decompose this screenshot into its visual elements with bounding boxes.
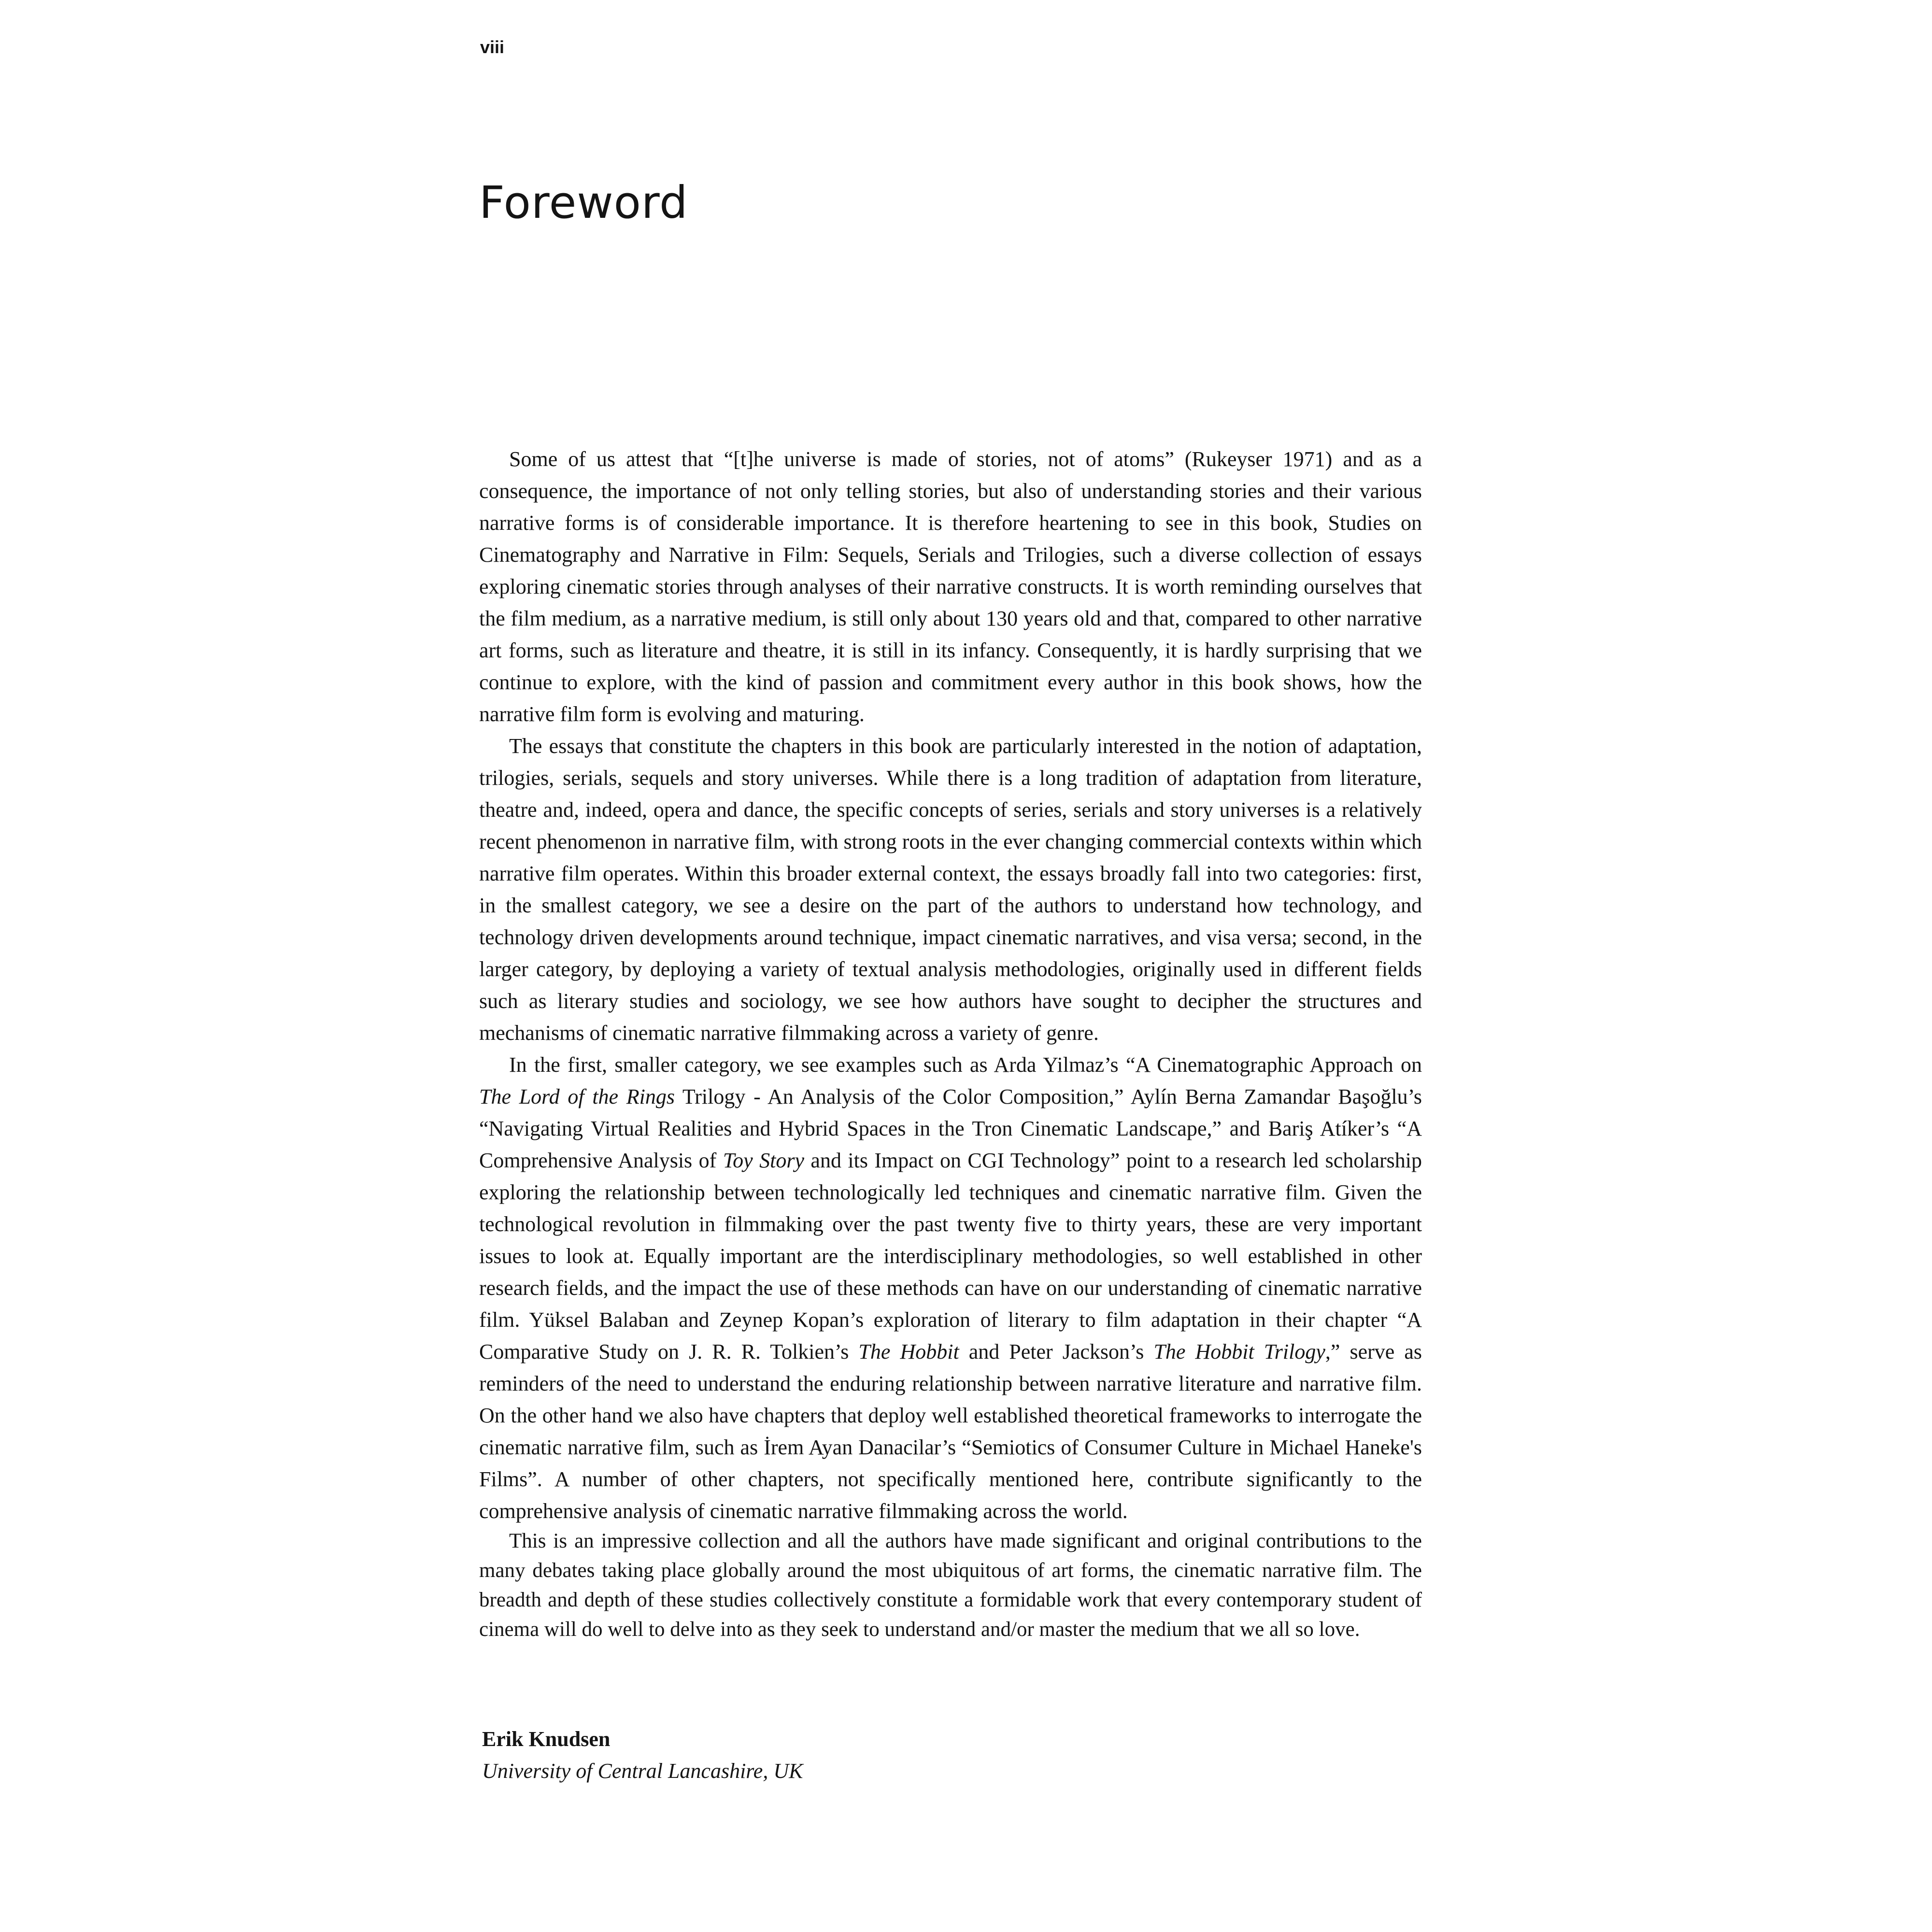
film-title-hobbit-trilogy: The Hobbit Trilogy [1153, 1340, 1325, 1364]
page-number: viii [480, 37, 505, 57]
book-title-the-hobbit: The Hobbit [858, 1340, 959, 1364]
chapter-title: Foreword [479, 177, 688, 228]
film-title-toy-story: Toy Story [723, 1149, 804, 1172]
author-name: Erik Knudsen [482, 1727, 611, 1751]
paragraph-3 [479, 1049, 1422, 1527]
signature-block [482, 1723, 803, 1787]
paragraph-3-text: In the first, smaller category, we see examples such as Arda Yilmaz’s “A Cinematographic Approach on [509, 1053, 1422, 1077]
paragraph-3-text: Trilogy - An Analysis of the Color Composition,” Aylín Berna Zamandar Başoğlu’s “Navigating Virtual Realities and Hybrid Spaces in the Tron Cinematic Landscape,” and Bariş Atíker’s “A Comprehensive Analysis of [479, 1085, 1422, 1172]
film-title-lord-of-the-rings: The Lord of the Rings [479, 1085, 675, 1108]
paragraph-3-text: and its Impact on CGI Technology” point to a research led scholarship exploring the relationship between technologically led techniques and cinematic narrative film. Given the technological revolution in filmmaking over the past twenty five to thirty years, these are very important issues to look at. Equally important are the interdisciplinary methodologies, so well established in other research fields, and the impact the use of these methods can have on our understanding of cinematic narrative film. Yüksel Balaban and Zeynep Kopan’s exploration of literary to film adaptation in their chapter “A Comparative Study on J. R. R. Tolkien’s [479, 1149, 1422, 1364]
paragraph-4: This is an impressive collection and all the authors have made significant and original contributions to the many debates taking place globally around the most ubiquitous of art forms, the cinematic narrative film. The breadth and depth of these studies collectively constitute a formidable work that every contemporary student of cinema will do well to delve into as they seek to understand and/or master the medium that we all so love. [479, 1530, 1422, 1641]
author-affiliation: University of Central Lancashire, UK [482, 1759, 803, 1783]
paragraph-3-text: ,” serve as reminders of the need to understand the enduring relationship between narrative literature and narrative film. On the other hand we also have chapters that deploy well established theoretical frameworks to interrogate the cinematic narrative film, such as İrem Ayan Danacilar’s “Semiotics of Consumer Culture in Michael Haneke's Films”. A number of other chapters, not specifically mentioned here, contribute significantly to the comprehensive analysis of cinematic narrative filmmaking across the world. [479, 1340, 1422, 1523]
paragraph-2: The essays that constitute the chapters in this book are particularly interested in the notion of adaptation, trilogies, serials, sequels and story universes. While there is a long tradition of adaptation from literature, theatre and, indeed, opera and dance, the specific concepts of series, serials and story universes is a relatively recent phenomenon in narrative film, with strong roots in the ever changing commercial contexts within which narrative film operates. Within this broader external context, the essays broadly fall into two categories: first, in the smallest category, we see a desire on the part of the authors to understand how technology, and technology driven developments around technique, impact cinematic narratives, and visa versa; second, in the larger category, by deploying a variety of textual analysis methodologies, originally used in different fields such as literary studies and sociology, we see how authors have sought to decipher the structures and mechanisms of cinematic narrative filmmaking across a variety of genre. [479, 734, 1422, 1045]
paragraph-1: Some of us attest that “[t]he universe is made of stories, not of atoms” (Rukeyser 1971) and as a consequence, the importance of not only telling stories, but also of understanding stories and their various narrative forms is of considerable importance. It is therefore heartening to see in this book, Studies on Cinematography and Narrative in Film: Sequels, Serials and Trilogies, such a diverse collection of essays exploring cinematic stories through analyses of their narrative constructs. It is worth reminding ourselves that the film medium, as a narrative medium, is still only about 130 years old and that, compared to other narrative art forms, such as literature and theatre, it is still in its infancy. Consequently, it is hardly surprising that we continue to explore, with the kind of passion and commitment every author in this book shows, how the narrative film form is evolving and maturing. [479, 447, 1422, 726]
paragraph-3-text: and Peter Jackson’s [959, 1340, 1154, 1364]
foreword-body [479, 443, 1422, 1644]
